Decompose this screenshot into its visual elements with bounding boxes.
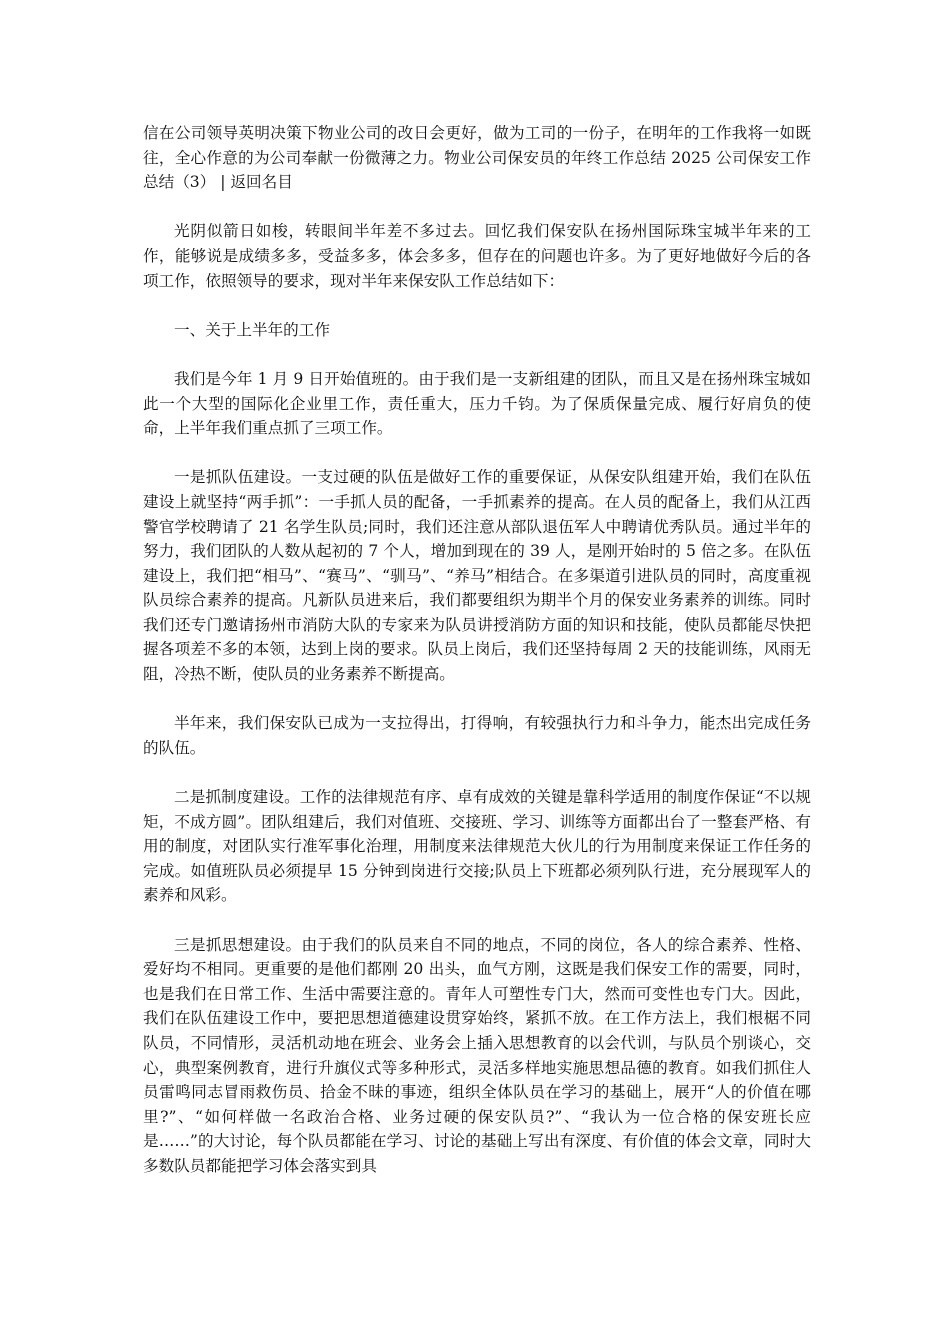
document-page (143, 121, 811, 1203)
paragraph-team-building: 一是抓队伍建设。一支过硬的队伍是做好工作的重要保证，从保安队组建开始，我们在队伍建设上就坚持“两手抓”：一手抓人员的配备，一手抓素养的提高。在人员的配备上，我们从江西警官学校聘请了 21 名学生队员;同时，我们还注意从部队退伍军人中聘请优秀队员。通过半年的努力，我们团队的人数从起初的 7 个人，增加到现在的 39 人，是刚开始时的 5 倍之多。在队伍建设上，我们把“相马”、“赛马”、“驯马”、“养马”相结合。在多渠道引进队员的同时，高度重视队员综合素养的提高。凡新队员进来后，我们都要组织为期半个月的保安业务素养的训练。同时我们还专门邀请扬州市消防大队的专家来为队员讲授消防方面的知识和技能，使队员都能尽快把握各项差不多的本领，达到上岗的要求。队员上岗后，我们还坚持每周 2 天的技能训练，风雨无阻，冷热不断，使队员的业务素养不断提高。 (143, 468, 811, 684)
section-heading-first-half: 一、关于上半年的工作 (174, 320, 330, 339)
paragraph-start-duty: 我们是今年 1 月 9 日开始值班的。由于我们是一支新组建的团队，而且又是在扬州珠宝城如此一个大型的国际化企业里工作，责任重大，压力千钧。为了保质保量完成、履行好肩负的使命，上半年我们重点抓了三项工作。 (143, 369, 811, 438)
paragraph-half-year-result: 半年来，我们保安队已成为一支拉得出，打得响，有较强执行力和斗争力，能杰出完成任务的队伍。 (143, 714, 811, 757)
paragraph-intro-continuation: 信在公司领导英明决策下物业公司的改日会更好，做为工司的一份子，在明年的工作我将一如既往，全心作意的为公司奉献一份微薄之力。物业公司保安员的年终工作总结 2025 公司保安工作总结（3） | 返回名目 (143, 124, 811, 192)
paragraph-system-building: 二是抓制度建设。工作的法律规范有序、卓有成效的关键是靠科学适用的制度作保证“不以规矩，不成方圆”。团队组建后，我们对值班、交接班、学习、训练等方面都出台了一整套严格、有用的制度，对团队实行准军事化治理，用制度来法律规范大伙儿的行为用制度来保证工作任务的完成。如值班队员必须提早 15 分钟到岗进行交接;队员上下班都必须列队行进，充分展现军人的素养和风彩。 (143, 788, 811, 905)
paragraph-opening: 光阴似箭日如梭，转眼间半年差不多过去。回忆我们保安队在扬州国际珠宝城半年来的工作，能够说是成绩多多，受益多多，体会多多，但存在的问题也许多。为了更好地做好今后的各项工作，依照领导的要求，现对半年来保安队工作总结如下： (143, 222, 811, 290)
paragraph-ideology-building: 三是抓思想建设。由于我们的队员来自不同的地点，不同的岗位，各人的综合素养、性格、爱好均不相同。更重要的是他们都刚 20 出头，血气方刚，这既是我们保安工作的需要，同时，也是我们在日常工作、生活中需要注意的。青年人可塑性专门大，然而可变性也专门大。因此，我们在队伍建设工作中，要把思想道德建设贯穿始终，紧抓不放。在工作方法上，我们根椐不同队员，不同情形，灵活机动地在班会、业务会上插入思想教育的以会代训，与队员个别谈心，交心，典型案例教育，进行升旗仪式等多种形式，灵活多样地实施思想品德的教育。如我们抓住人员雷鸣同志冒雨救伤员、拾金不昧的事迹，组织全体队员在学习的基础上，展开“人的价值在哪里?”、“如何样做一名政治合格、业务过硬的保安队员?”、“我认为一位合格的保安班长应是……”的大讨论，每个队员都能在学习、讨论的基础上写出有深度、有价值的体会文章，同时大多数队员都能把学习体会落实到具 (143, 935, 811, 1175)
